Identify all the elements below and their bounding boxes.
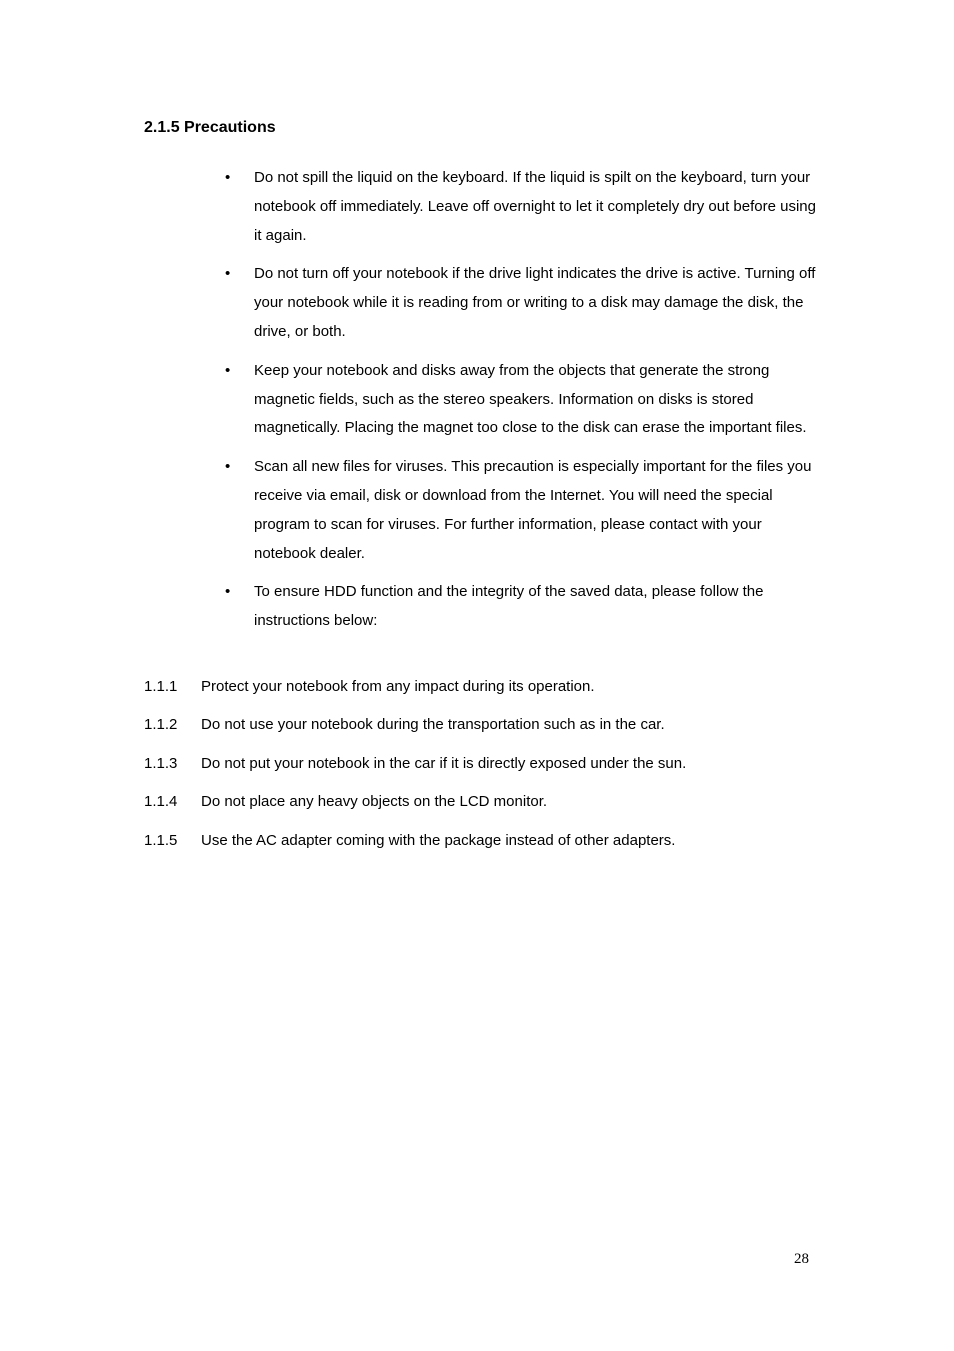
hdd-instructions-list [0, 673, 954, 865]
list-item-text: Scan all new files for viruses. This precaution is especially important for the files you receive via email, disk or download from the Internet. You will need the special program to scan for viruses. For further information, please contact with your notebook dealer. [254, 458, 812, 562]
instruction-number: 1.1.1 [144, 678, 178, 695]
instruction-text: Use the AC adapter coming with the package instead of other adapters. [201, 831, 676, 849]
section-heading: 2.1.5 Precautions [144, 119, 276, 136]
instruction-text: Do not use your notebook during the transportation such as in the car. [201, 716, 665, 734]
bullet-icon: • [225, 583, 231, 601]
list-item [0, 453, 816, 568]
instruction-item [0, 788, 954, 826]
bullet-icon: • [225, 169, 231, 186]
list-item [0, 357, 816, 443]
list-item-text: Do not turn off your notebook if the drive light indicates the drive is active. Turning off your notebook while it is reading from or writing to a disk may damage the disk, the drive, or both. [254, 265, 816, 340]
instruction-item [0, 711, 954, 749]
precautions-list [0, 164, 954, 646]
bullet-icon: • [225, 458, 231, 476]
list-item [0, 578, 816, 636]
instruction-item [0, 827, 954, 865]
instruction-text: Do not put your notebook in the car if it is directly exposed under the sun. [201, 754, 687, 772]
instruction-item [0, 750, 954, 788]
instruction-number: 1.1.5 [144, 831, 178, 849]
instruction-number: 1.1.2 [144, 716, 178, 734]
instruction-item [0, 673, 954, 711]
instruction-number: 1.1.4 [144, 793, 178, 811]
list-item-text: Do not spill the liquid on the keyboard. If the liquid is spilt on the keyboard, turn your notebook off immediately. Leave off overnight to let it completely dry out before using it again. [254, 169, 816, 244]
list-item [0, 164, 816, 250]
list-item-text: Keep your notebook and disks away from the objects that generate the strong magnetic fields, such as the stereo speakers. Information on disks is stored magnetically. Placing the magnet too close to the disk can erase the important files. [254, 361, 807, 437]
list-item-text: To ensure HDD function and the integrity of the saved data, please follow the instructions below: [254, 583, 764, 630]
bullet-icon: • [225, 361, 231, 379]
instruction-text: Do not place any heavy objects on the LCD monitor. [201, 793, 548, 811]
list-item [0, 260, 816, 346]
instruction-number: 1.1.3 [144, 754, 178, 772]
page-number: 28 [794, 1251, 809, 1267]
instruction-text: Protect your notebook from any impact during its operation. [201, 678, 595, 695]
bullet-icon: • [225, 265, 231, 283]
